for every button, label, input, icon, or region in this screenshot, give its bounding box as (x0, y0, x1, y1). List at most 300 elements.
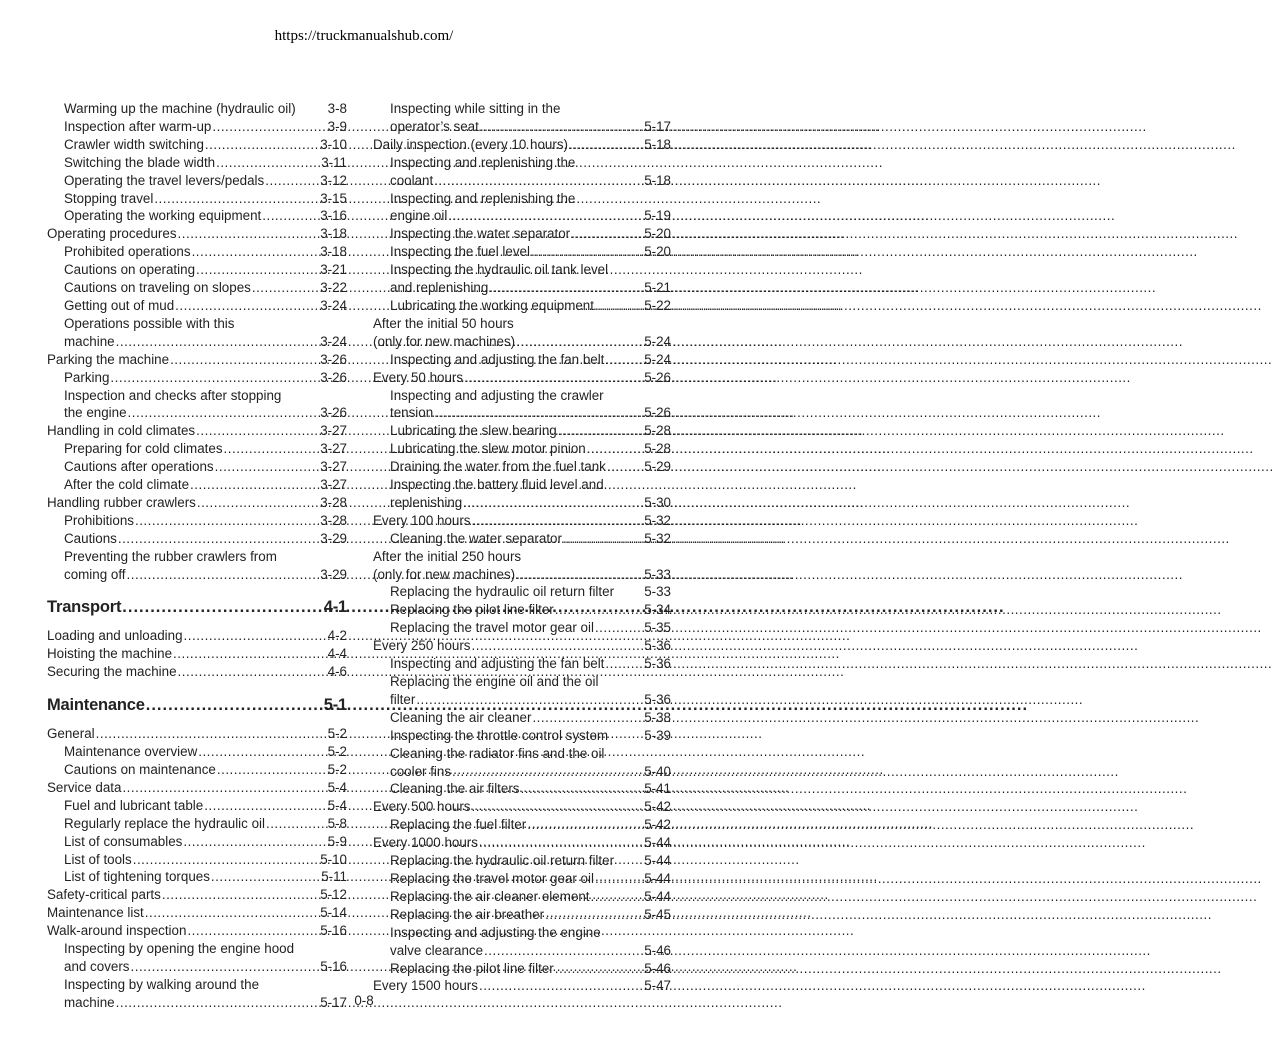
toc-entry (373, 852, 671, 870)
toc-entry-title: Maintenance (47, 696, 145, 715)
toc-entry (47, 172, 347, 190)
toc-entry-title: valve clearance (390, 942, 484, 958)
toc-entry-title: Cleaning the water separator (390, 530, 562, 546)
toc-entry-page: 3-28 (320, 512, 347, 528)
toc-entry-title: Safety-critical parts (47, 887, 161, 903)
toc-entry-title: Replacing the fuel filter (390, 817, 527, 833)
dot-leader (205, 136, 319, 154)
header-url: https://truckmanualshub.com/ (274, 28, 454, 44)
toc-entry-title: Replacing the pilot line filter (390, 960, 554, 976)
dot-leader (118, 530, 319, 548)
toc-entry-page: 3-26 (320, 351, 347, 367)
toc-entry-title: Replacing the hydraulic oil return filter (390, 853, 615, 869)
toc-entry (373, 297, 671, 315)
toc-entry-page: 5-9 (327, 833, 347, 849)
toc-entry-title: Stopping travel (64, 190, 154, 206)
toc-entry-title: Cautions on operating (64, 262, 196, 278)
toc-entry-page: 3-15 (320, 190, 347, 206)
toc-entry-page: 5-16 (320, 923, 347, 939)
toc-entry (373, 673, 671, 691)
toc-entry-page: 3-18 (320, 226, 347, 242)
dot-leader (266, 815, 327, 833)
toc-entry-page: 5-1 (323, 696, 347, 715)
toc-entry-page: 5-2 (327, 762, 347, 777)
toc-entry (373, 780, 671, 798)
toc-entry-page: 5-40 (644, 763, 671, 779)
toc-entry (373, 548, 671, 566)
toc-entry-title: Cleaning the air filters (390, 781, 520, 797)
dot-leader (198, 743, 326, 761)
toc-entry (47, 476, 347, 494)
toc-entry-title: Loading and unloading (47, 628, 183, 644)
dot-leader (122, 597, 322, 617)
toc-entry-page: 3-26 (320, 369, 347, 385)
dot-leader (178, 225, 320, 243)
toc-entry-title: Every 250 hours (373, 638, 471, 654)
toc-entry (47, 922, 347, 940)
toc-entry-title: and covers (64, 958, 130, 974)
toc-entry-page: 5-30 (644, 494, 671, 510)
toc-entry-page: 5-46 (644, 960, 671, 976)
toc-entry-page: 5-34 (644, 602, 671, 618)
toc-entry-title: Handling in cold climates (47, 423, 196, 439)
toc-entry-page: 3-26 (320, 405, 347, 421)
toc-entry-title: General (47, 726, 95, 742)
toc-entry (47, 440, 347, 458)
toc-entry-title: Hoisting the machine (47, 646, 173, 662)
toc-right-column (373, 100, 671, 995)
toc-entry-page: 4-2 (327, 628, 347, 644)
dot-leader (116, 333, 320, 351)
toc-entry (373, 601, 671, 619)
toc-entry (373, 154, 671, 172)
toc-entry-page: 5-17 (644, 118, 671, 134)
dot-leader (127, 566, 320, 584)
toc-entry-page: 5-42 (644, 817, 671, 833)
toc-entry-title: Inspection after warm-up (64, 118, 212, 134)
toc-entry (47, 154, 347, 172)
toc-entry-page: 3-21 (320, 262, 347, 278)
dot-leader (217, 761, 327, 779)
toc-entry (373, 315, 671, 333)
dot-leader (265, 172, 319, 190)
toc-entry-page: 5-2 (327, 744, 347, 760)
toc-entry-title: After the initial 50 hours (373, 315, 514, 331)
toc-entry-title: Replacing the hydraulic oil return filter (390, 584, 615, 600)
dot-leader (133, 851, 319, 869)
toc-entry (373, 404, 671, 422)
dot-leader (224, 440, 320, 458)
dot-leader (463, 494, 643, 512)
dot-leader (212, 118, 326, 136)
toc-entry-title: Operating the working equipment (64, 208, 262, 224)
toc-entry-page: 3-27 (320, 459, 347, 475)
toc-entry (47, 743, 347, 761)
toc-entry-page: 3-10 (320, 136, 347, 152)
dot-leader (527, 816, 643, 834)
toc-entry-title: Inspecting the throttle control system (390, 727, 609, 743)
toc-entry (47, 725, 347, 743)
dot-leader (178, 663, 327, 681)
toc-entry (373, 476, 671, 494)
toc-entry (47, 351, 347, 369)
toc-entry (47, 315, 347, 333)
toc-entry-page: 3-27 (320, 423, 347, 439)
toc-entry-page: 4-4 (327, 646, 347, 662)
toc-entry-title: Switching the blade width (64, 154, 216, 170)
toc-entry-title: Handling rubber crawlers (47, 494, 196, 510)
toc-entry-title: Preventing the rubber crawlers from (64, 548, 277, 564)
toc-left-column (47, 100, 347, 1012)
dot-leader (122, 779, 326, 797)
dot-leader (605, 655, 643, 673)
toc-entry (47, 279, 347, 297)
dot-leader (521, 780, 644, 798)
toc-entry (373, 619, 671, 637)
toc-entry-page: 5-39 (644, 727, 671, 743)
dot-leader (472, 798, 644, 816)
toc-entry-title: Inspecting by opening the engine hood (64, 941, 295, 957)
toc-entry-page: 4-1 (323, 598, 347, 617)
toc-entry-page: 4-6 (327, 664, 347, 680)
toc-section-heading (47, 597, 347, 617)
toc-entry-page: 5-45 (644, 906, 671, 922)
dot-leader (516, 566, 643, 584)
toc-entry-page: 5-33 (644, 584, 671, 600)
toc-entry (373, 190, 671, 208)
toc-entry-title: Cautions (64, 530, 117, 546)
toc-entry-title: Inspecting and adjusting the engine (390, 924, 601, 940)
toc-entry-page: 3-22 (320, 280, 347, 296)
dot-leader (145, 904, 319, 922)
toc-entry (373, 727, 671, 745)
toc-entry-page: 5-24 (644, 333, 671, 349)
dot-leader (484, 942, 643, 960)
toc-entry-title: the engine (64, 405, 127, 421)
toc-entry-title: Inspecting the battery fluid level and (390, 477, 604, 493)
toc-entry (47, 225, 347, 243)
toc-entry (47, 333, 347, 351)
toc-entry-title: Replacing the engine oil and the oil (390, 674, 599, 689)
dot-leader (110, 369, 319, 387)
toc-entry-title: Prohibited operations (64, 244, 191, 260)
dot-leader (128, 404, 320, 422)
dot-leader (183, 833, 326, 851)
toc-entry-page: 5-46 (644, 942, 671, 958)
toc-entry (373, 494, 671, 512)
dot-leader (216, 154, 320, 172)
toc-entry-page: 5-36 (644, 638, 671, 654)
toc-entry (373, 798, 671, 816)
dot-leader (558, 422, 643, 440)
toc-entry (47, 369, 347, 387)
dot-leader (175, 297, 319, 315)
toc-entry-title: Cautions after operations (64, 459, 214, 475)
toc-entry-title: Crawler width switching (64, 136, 204, 152)
toc-entry (373, 566, 671, 584)
dot-leader (170, 351, 319, 369)
toc-entry (47, 815, 347, 833)
dot-leader (532, 709, 643, 727)
toc-entry (373, 458, 671, 476)
toc-entry (373, 225, 671, 243)
dot-leader (154, 190, 319, 208)
toc-entry-title: (only for new machines) (373, 333, 516, 349)
toc-entry-page: 3-8 (327, 101, 347, 116)
toc-entry-title: Inspecting the water separator (390, 226, 571, 242)
toc-entry (373, 387, 671, 405)
toc-entry-title: replenishing (390, 494, 463, 510)
toc-entry (373, 243, 671, 261)
toc-entry-page: 5-41 (644, 781, 671, 797)
toc-entry (47, 868, 347, 886)
toc-entry-page: 5-21 (644, 280, 671, 296)
toc-entry-page: 5-44 (644, 835, 671, 851)
toc-entry (47, 904, 347, 922)
toc-entry-page: 5-33 (644, 566, 671, 582)
dot-leader (162, 886, 319, 904)
toc-entry (373, 207, 671, 225)
toc-entry-title: Operations possible with this (64, 315, 235, 331)
toc-entry-title: Prohibitions (64, 512, 134, 528)
toc-entry-title: Replacing the travel motor gear oil (390, 870, 594, 886)
toc-entry-title: Securing the machine (47, 664, 177, 680)
toc-entry-page: 3-29 (320, 566, 347, 582)
toc-entry-page: 5-8 (327, 815, 347, 831)
toc-entry-page: 3-24 (320, 297, 347, 313)
toc-entry-title: Every 50 hours (373, 369, 464, 385)
toc-entry-title: Cautions on traveling on slopes (64, 280, 251, 296)
toc-entry-title: Getting out of mud (64, 297, 175, 313)
toc-entry (373, 279, 671, 297)
toc-entry-page: 5-35 (644, 620, 671, 636)
toc-entry (373, 906, 671, 924)
toc-entry-title: operator’s seat (390, 118, 479, 134)
toc-entry (47, 422, 347, 440)
dot-leader (587, 440, 643, 458)
toc-entry-page: 5-26 (644, 405, 671, 421)
toc-entry (47, 512, 347, 530)
dot-leader (96, 725, 327, 743)
toc-entry-page: 5-28 (644, 441, 671, 457)
toc-entry-page: 3-29 (320, 530, 347, 546)
toc-entry-title: List of consumables (64, 833, 183, 849)
dot-leader (472, 637, 644, 655)
toc-entry-title: tension (390, 405, 434, 421)
dot-leader (416, 691, 643, 709)
dot-leader (252, 279, 319, 297)
dot-leader (472, 512, 644, 530)
toc-entry-page: 5-29 (644, 459, 671, 475)
toc-entry (47, 548, 347, 566)
dot-leader (563, 530, 643, 548)
toc-entry-page: 5-19 (644, 208, 671, 224)
dot-leader (131, 958, 320, 976)
toc-entry-page: 3-16 (320, 208, 347, 224)
dot-leader (190, 476, 319, 494)
dot-leader (187, 922, 319, 940)
toc-entry (47, 118, 347, 136)
dot-leader (479, 834, 643, 852)
toc-entry-title: Inspecting the fuel level (390, 244, 530, 260)
dot-leader (489, 279, 643, 297)
dot-leader (184, 627, 327, 645)
toc-entry-title: Cautions on maintenance (64, 762, 216, 777)
toc-entry-title: Replacing the air breather (390, 906, 545, 922)
toc-entry (373, 763, 671, 781)
toc-entry-title: Daily inspection (every 10 hours) (373, 136, 568, 152)
toc-entry-page: 3-18 (320, 244, 347, 260)
toc-entry-page: 5-18 (644, 136, 671, 152)
toc-entry-title: machine (64, 333, 115, 349)
dot-leader (262, 207, 319, 225)
toc-entry-title: List of tools (64, 851, 132, 867)
toc-entry (47, 494, 347, 512)
toc-entry-page: 5-20 (644, 244, 671, 260)
toc-entry-page: 5-22 (644, 297, 671, 313)
toc-entry (373, 512, 671, 530)
dot-leader (215, 458, 320, 476)
toc-entry-title: Every 1000 hours (373, 835, 478, 851)
toc-entry (47, 627, 347, 645)
toc-entry-title: Parking (64, 369, 110, 385)
toc-entry (373, 118, 671, 136)
toc-entry-page: 5-42 (644, 799, 671, 815)
toc-entry-page: 5-38 (644, 709, 671, 725)
toc-entry (373, 261, 671, 279)
toc-entry (47, 243, 347, 261)
toc-entry (47, 261, 347, 279)
toc-entry (373, 136, 671, 154)
dot-leader (196, 422, 319, 440)
toc-entry-page: 5-16 (320, 958, 347, 974)
toc-entry (47, 833, 347, 851)
toc-entry (47, 530, 347, 548)
toc-entry-title: Maintenance overview (64, 744, 198, 760)
toc-entry-page: 3-9 (327, 118, 347, 134)
toc-entry-title: cooler fins (390, 763, 452, 779)
toc-entry (373, 655, 671, 673)
toc-entry (47, 779, 347, 797)
toc-entry-title: coming off (64, 566, 126, 582)
toc-entry (47, 387, 347, 405)
dot-leader (595, 297, 643, 315)
toc-entry-title: Every 500 hours (373, 799, 471, 815)
toc-entry-title: Every 100 hours (373, 512, 471, 528)
toc-entry-title: Replacing the pilot line filter (390, 602, 554, 618)
toc-entry (47, 566, 347, 584)
toc-entry-page: 5-12 (320, 887, 347, 903)
toc-entry-title: Maintenance list (47, 905, 144, 921)
toc-entry-title: Inspection and checks after stopping (64, 387, 282, 403)
toc-section-heading (47, 695, 347, 715)
toc-entry-title: engine oil (390, 208, 448, 224)
toc-entry (47, 136, 347, 154)
toc-entry-title: Replacing the air cleaner element (390, 888, 590, 904)
dot-leader (434, 172, 643, 190)
toc-entry (47, 797, 347, 815)
toc-entry-title: After the initial 250 hours (373, 548, 522, 564)
toc-entry (373, 333, 671, 351)
toc-entry-title: machine (64, 994, 115, 1010)
toc-entry-page: 5-44 (644, 853, 671, 869)
toc-entry-page: 5-47 (644, 978, 671, 994)
dot-leader (452, 763, 643, 781)
toc-entry-title: Lubricating the slew motor pinion (390, 441, 586, 457)
toc-entry-title: Replacing the travel motor gear oil (390, 620, 594, 636)
toc-entry (373, 530, 671, 548)
toc-entry-page: 5-26 (644, 369, 671, 385)
toc-entry-page: 3-28 (320, 494, 347, 510)
toc-entry-page: 5-24 (644, 351, 671, 367)
dot-leader (135, 512, 319, 530)
dot-leader (555, 601, 643, 619)
toc-entry-page: 5-11 (321, 869, 347, 885)
toc-entry-page: 5-18 (644, 172, 671, 188)
toc-entry-title: Regularly replace the hydraulic oil (64, 815, 265, 831)
toc-entry (373, 745, 671, 763)
toc-entry (47, 207, 347, 225)
dot-leader (555, 960, 643, 978)
toc-entry-title: Parking the machine (47, 351, 170, 367)
toc-entry-page: 5-4 (327, 797, 347, 813)
toc-entry-title: coolant (390, 172, 434, 188)
toc-entry (47, 663, 347, 681)
toc-entry (47, 958, 347, 976)
toc-entry-title: Inspecting the hydraulic oil tank level (390, 262, 609, 278)
toc-entry (47, 404, 347, 422)
dot-leader (595, 870, 643, 888)
toc-entry-title: List of tightening torques (64, 869, 210, 885)
dot-leader (531, 243, 643, 261)
toc-entry-page: 3-27 (320, 441, 347, 457)
dot-leader (480, 118, 643, 136)
toc-entry-title: Transport (47, 598, 122, 617)
toc-entry (47, 297, 347, 315)
dot-leader (211, 868, 320, 886)
toc-entry-page: 3-27 (320, 477, 347, 493)
toc-entry (47, 761, 347, 779)
toc-entry (47, 458, 347, 476)
toc-entry-title: Service data (47, 779, 122, 795)
dot-leader (192, 243, 320, 261)
page-number: 0-8 (354, 993, 374, 1008)
toc-entry (47, 100, 347, 118)
toc-entry-page: 5-28 (644, 423, 671, 439)
toc-entry-title: Inspecting by walking around the (64, 976, 260, 992)
toc-entry-title: Walk-around inspection (47, 923, 187, 939)
toc-entry-page: 5-4 (327, 779, 347, 795)
toc-entry (373, 924, 671, 942)
toc-entry (47, 190, 347, 208)
toc-entry (47, 940, 347, 958)
toc-entry-page: 5-36 (644, 656, 671, 672)
toc-entry-title: Inspecting and replenishing the (390, 154, 576, 170)
toc-entry-title: Draining the water from the fuel tank (390, 459, 606, 475)
toc-entry (373, 691, 671, 709)
dot-leader (591, 888, 644, 906)
toc-entry (373, 351, 671, 369)
toc-entry-title: and replenishing (390, 280, 489, 296)
toc-entry-page: 5-32 (644, 530, 671, 546)
toc-entry-page: 5-2 (327, 726, 347, 742)
toc-entry-page: 5-14 (320, 905, 347, 921)
dot-leader (197, 494, 319, 512)
toc-entry-page: 5-10 (320, 851, 347, 867)
toc-entry-title: filter (390, 691, 416, 707)
toc-entry (373, 888, 671, 906)
dot-leader (448, 207, 643, 225)
